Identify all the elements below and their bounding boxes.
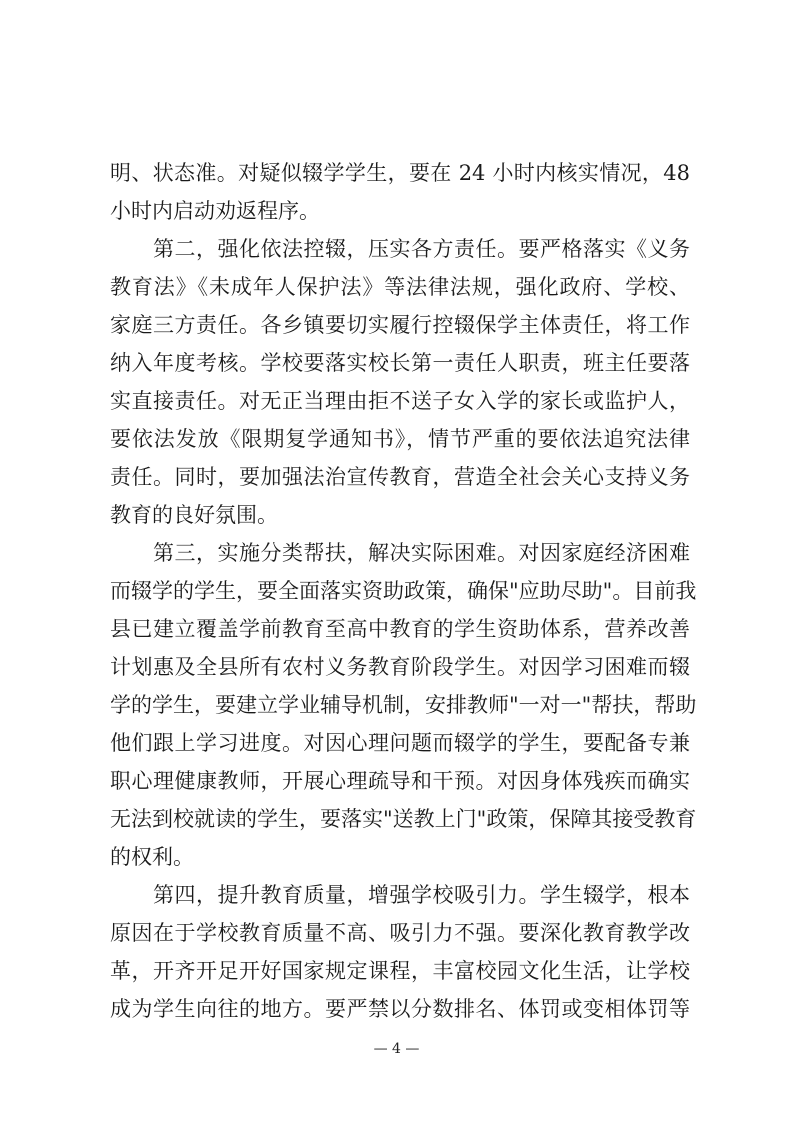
text-line: 计划惠及全县所有农村义务教育阶段学生。对因学习困难而辍: [110, 655, 690, 679]
text-line: 第二，强化依法控辍，压实各方责任。要严格落实《义务: [110, 237, 690, 261]
text-line: 成为学生向往的地方。要严禁以分数排名、体罚或变相体罚等: [110, 997, 690, 1021]
text-line: 纳入年度考核。学校要落实校长第一责任人职责，班主任要落: [110, 351, 690, 375]
text-line: 革，开齐开足开好国家规定课程，丰富校园文化生活，让学校: [110, 959, 690, 983]
text-line: 职心理健康教师，开展心理疏导和干预。对因身体残疾而确实: [110, 769, 690, 793]
text-line: 明、状态准。对疑似辍学学生，要在 24 小时内核实情况，48: [110, 161, 690, 185]
text-line: 县已建立覆盖学前教育至高中教育的学生资助体系，营养改善: [110, 617, 690, 641]
text-line: 的权利。: [110, 845, 194, 869]
text-line: 实直接责任。对无正当理由拒不送子女入学的家长或监护人，: [110, 389, 690, 413]
text-line: 第三，实施分类帮扶，解决实际困难。对因家庭经济困难: [110, 541, 690, 565]
text-line: 教育法》《未成年人保护法》等法律法规，强化政府、学校、: [110, 275, 690, 299]
text-line: 家庭三方责任。各乡镇要切实履行控辍保学主体责任，将工作: [110, 313, 690, 337]
text-line: 无法到校就读的学生，要落实"送教上门"政策，保障其接受教育: [110, 807, 697, 831]
text-line: 要依法发放《限期复学通知书》，情节严重的要依法追究法律: [110, 427, 690, 451]
text-line: 第四，提升教育质量，增强学校吸引力。学生辍学，根本: [110, 883, 690, 907]
text-line: 他们跟上学习进度。对因心理问题而辍学的学生，要配备专兼: [110, 731, 690, 755]
text-line: 而辍学的学生，要全面落实资助政策，确保"应助尽助"。目前我: [110, 579, 697, 603]
text-line: 原因在于学校教育质量不高、吸引力不强。要深化教育教学改: [110, 921, 690, 945]
text-line: 小时内启动劝返程序。: [110, 199, 320, 223]
text-line: 学的学生，要建立学业辅导机制，安排教师"一对一"帮扶，帮助: [110, 693, 697, 717]
text-line: 责任。同时，要加强法治宣传教育，营造全社会关心支持义务: [110, 465, 690, 489]
text-line: 教育的良好氛围。: [110, 503, 278, 527]
page-number: — 4 —: [373, 1041, 420, 1057]
